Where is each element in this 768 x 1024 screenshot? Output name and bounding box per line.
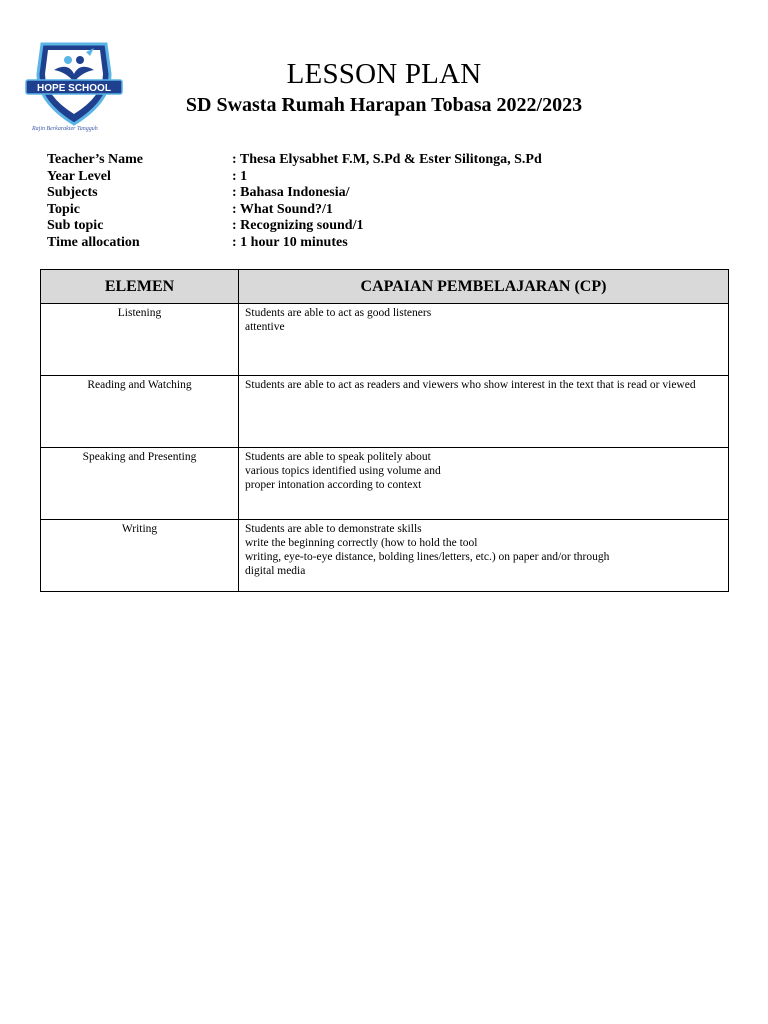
cp-line: Students are able to act as good listeners	[245, 307, 432, 319]
info-value: : 1	[232, 168, 248, 184]
cp-line: write the beginning correctly (how to hold the tool	[245, 537, 478, 549]
page-subtitle: SD Swasta Rumah Harapan Tobasa 2022/2023	[185, 94, 583, 116]
cp-line: attentive	[245, 321, 285, 333]
info-label: Topic	[47, 201, 80, 217]
cp-line: various topics identified using volume and	[245, 465, 441, 477]
info-value: : 1 hour 10 minutes	[232, 234, 348, 250]
cp-cell	[239, 376, 729, 448]
info-label: Subjects	[47, 185, 98, 201]
element-cell: Reading and Watching	[41, 376, 239, 448]
info-label: Year Level	[47, 168, 111, 184]
lesson-info	[47, 152, 542, 252]
info-row-time-allocation	[47, 235, 542, 252]
table-row	[41, 448, 729, 520]
cp-line: Students are able to speak politely about	[245, 451, 431, 463]
column-header-elemen: ELEMEN	[41, 270, 239, 304]
info-value: : Bahasa Indonesia/	[232, 185, 350, 201]
cp-line: Students are able to act as readers and viewers who show interest in the text that is read or viewed	[245, 379, 696, 391]
info-row-year-level	[47, 169, 542, 186]
page-title: LESSON PLAN	[286, 58, 482, 90]
cp-cell	[239, 520, 729, 592]
cp-cell	[239, 304, 729, 376]
cp-line: Students are able to demonstrate skills	[245, 523, 422, 535]
info-value: : What Sound?/1	[232, 201, 333, 217]
info-value: : Thesa Elysabhet F.M, S.Pd & Ester Silitonga, S.Pd	[232, 152, 542, 167]
info-value: : Recognizing sound/1	[232, 218, 364, 234]
logo-school-name: HOPE SCHOOL	[37, 83, 111, 94]
cp-line: digital media	[245, 565, 306, 577]
table-header-row	[41, 270, 729, 304]
column-header-cp: CAPAIAN PEMBELAJARAN (CP)	[239, 270, 729, 304]
info-label: Teacher’s Name	[47, 152, 144, 167]
element-cell: Writing	[41, 520, 239, 592]
info-row-topic	[47, 202, 542, 219]
element-cell: Listening	[41, 304, 239, 376]
table-row	[41, 376, 729, 448]
info-label: Sub topic	[47, 218, 104, 234]
info-row-teacher	[47, 152, 542, 169]
table-row	[41, 520, 729, 592]
cp-line: proper intonation according to context	[245, 479, 422, 491]
cp-cell	[239, 448, 729, 520]
info-row-subjects	[47, 185, 542, 202]
table-row	[41, 304, 729, 376]
cp-line: writing, eye-to-eye distance, bolding lines/letters, etc.) on paper and/or through	[245, 551, 610, 563]
info-label: Time allocation	[47, 234, 140, 250]
cp-table	[40, 269, 729, 592]
element-cell: Speaking and Presenting	[41, 448, 239, 520]
info-row-sub-topic	[47, 218, 542, 235]
logo-tagline: Rajin Berkarakter Tangguh	[32, 126, 98, 132]
